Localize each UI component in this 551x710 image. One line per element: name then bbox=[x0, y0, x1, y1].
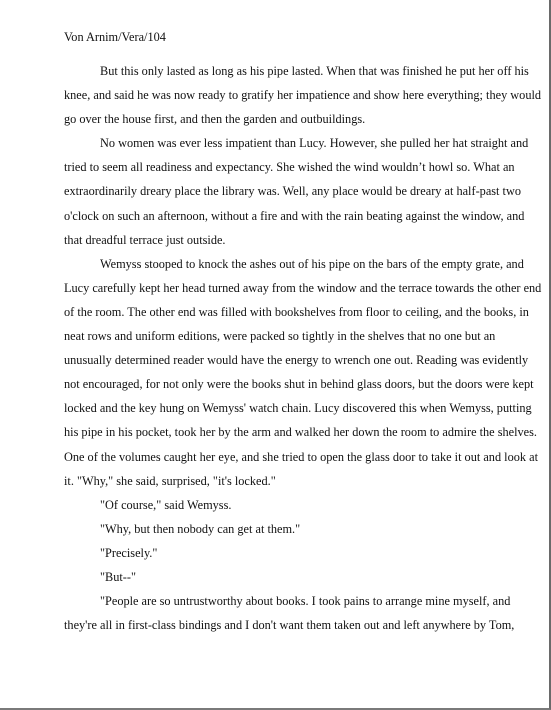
running-header: Von Arnim/Vera/104 bbox=[64, 30, 166, 44]
text-line: knee, and said he was now ready to gratify her impatience and show here everything; they would bbox=[64, 88, 542, 103]
text-line: Lucy carefully kept her head turned away from the window and the terrace towards the other end bbox=[64, 280, 542, 295]
text-line: extraordinarily dreary place the library was. Well, any place would be dreary at half-past two bbox=[64, 184, 521, 199]
text-line: neat rows and uniform editions, were packed so tightly in the shelves that no one but an bbox=[64, 329, 496, 344]
text-line: "Precisely." bbox=[100, 545, 158, 560]
text-line: they're all in first-class bindings and I don't want them taken out and left anywhere by Tom, bbox=[64, 618, 515, 633]
text-line: o'clock on such an afternoon, without a fire and with the rain beating against the window, and bbox=[64, 208, 525, 223]
text-line: of the room. The other end was filled with bookshelves from floor to ceiling, and the books, in bbox=[64, 304, 529, 319]
text-line: "But--" bbox=[100, 569, 136, 584]
paragraph bbox=[64, 541, 490, 565]
text-line: it. "Why," she said, surprised, "it's locked." bbox=[64, 473, 276, 488]
text-line: Wemyss stooped to knock the ashes out of his pipe on the bars of the empty grate, and bbox=[100, 256, 524, 271]
body-text bbox=[64, 59, 542, 637]
paragraph bbox=[64, 517, 490, 541]
text-line: go over the house first, and then the garden and outbuildings. bbox=[64, 112, 366, 127]
paragraph bbox=[64, 252, 542, 493]
text-line: locked and the key hung on Wemyss' watch chain. Lucy discovered this when Wemyss, putting bbox=[64, 401, 532, 416]
text-line: unusually determined reader would have the energy to wrench one out. Reading was evidently bbox=[64, 353, 529, 368]
paragraph bbox=[64, 493, 490, 517]
text-line: his pipe in his pocket, took her by the arm and walked her down the room to admire the shelves. bbox=[64, 425, 537, 440]
paragraph bbox=[64, 589, 515, 637]
text-line: But this only lasted as long as his pipe lasted. When that was finished he put her off his bbox=[100, 64, 529, 78]
text-line: "Of course," said Wemyss. bbox=[100, 497, 232, 512]
text-line: One of the volumes caught her eye, and she tried to open the glass door to take it out and look at bbox=[64, 449, 538, 464]
paragraph bbox=[64, 131, 529, 251]
text-line: tried to seem all readiness and expectancy. She wished the wind wouldn’t howl so. What an bbox=[64, 160, 515, 175]
text-line: that dreadful terrace just outside. bbox=[64, 232, 226, 247]
text-line: not encouraged, for not only were the books shut in behind glass doors, but the doors were kept bbox=[64, 377, 534, 392]
text-line: "People are so untrustworthy about books. I took pains to arrange mine myself, and bbox=[100, 594, 511, 609]
text-line: "Why, but then nobody can get at them." bbox=[100, 521, 301, 536]
paragraph bbox=[64, 59, 542, 131]
text-line: No women was ever less impatient than Lucy. However, she pulled her hat straight and bbox=[100, 136, 529, 151]
paragraph bbox=[64, 565, 490, 589]
